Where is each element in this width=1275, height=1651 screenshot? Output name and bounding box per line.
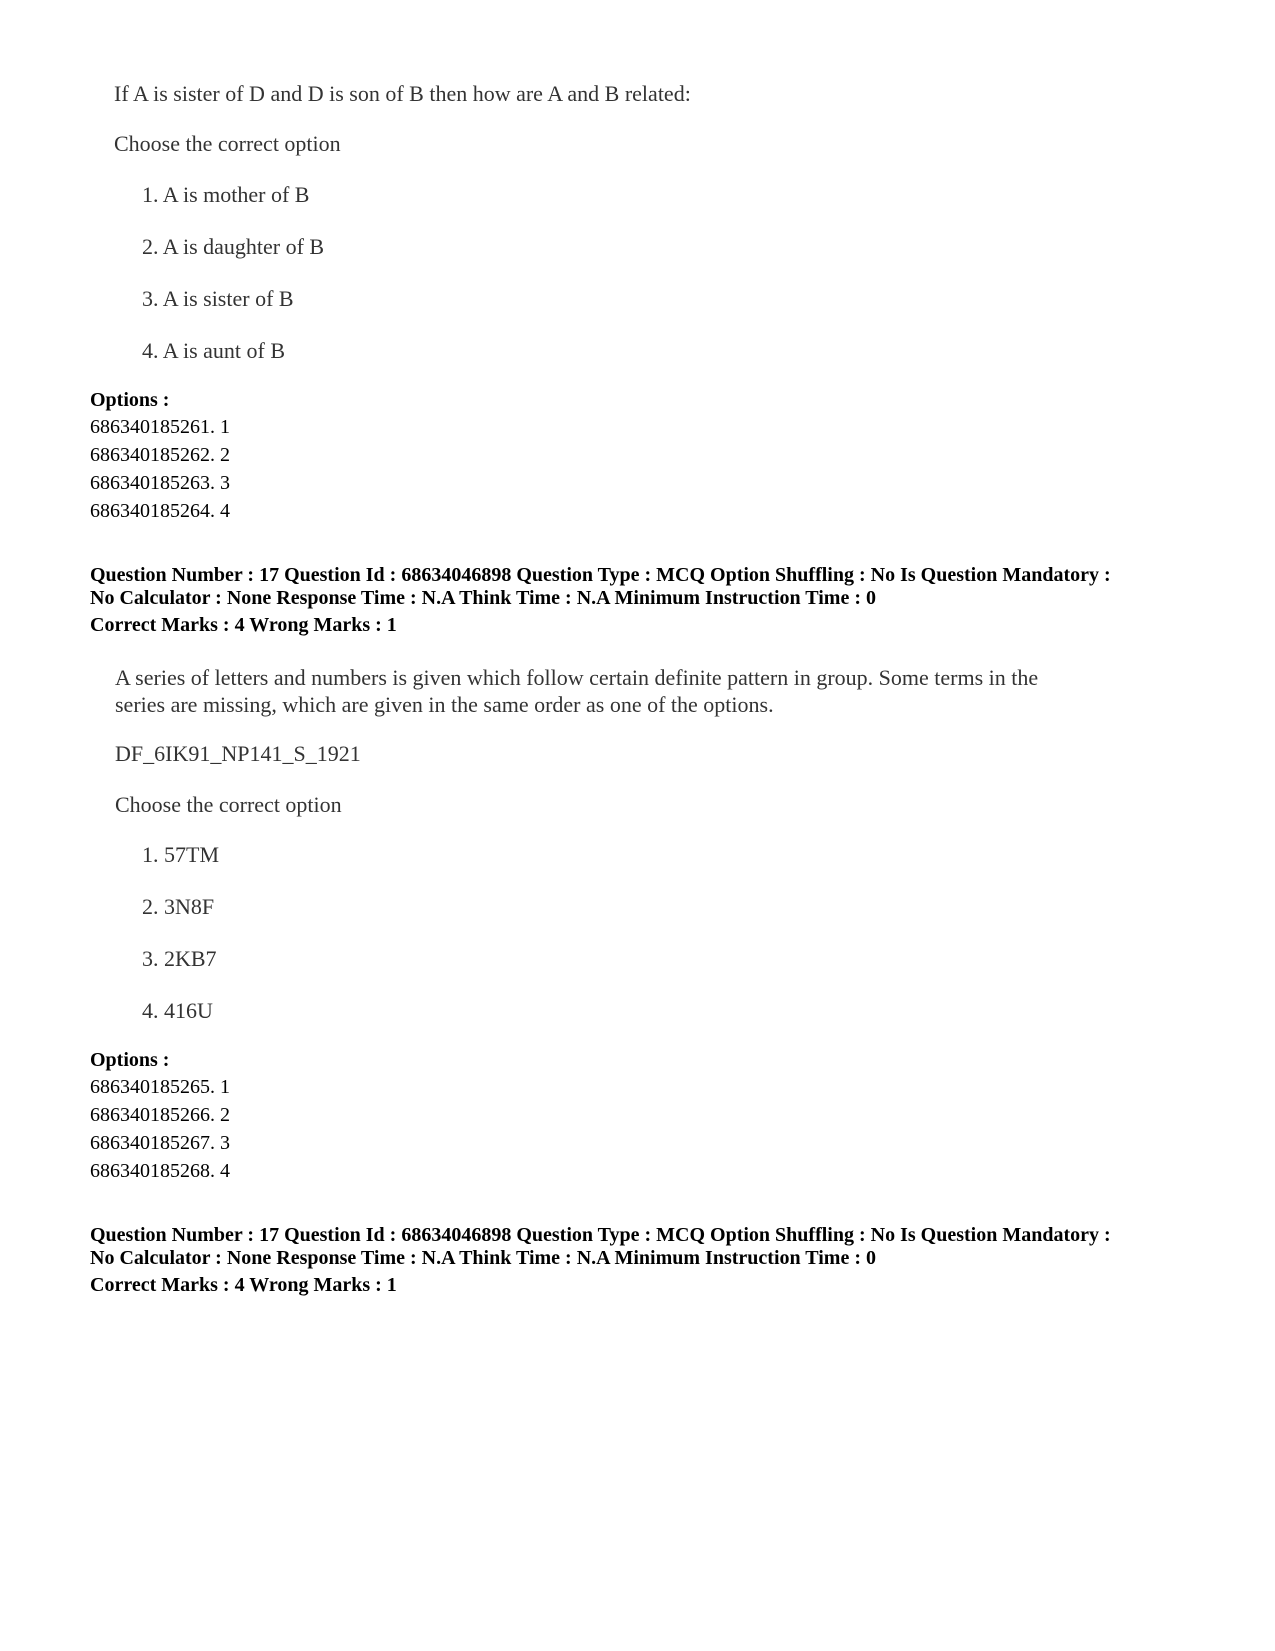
q16-choice-1: 1. A is mother of B xyxy=(142,182,310,207)
q-next-meta-line2: No Calculator : None Response Time : N.A Think Time : N.A Minimum Instruction Time : 0 xyxy=(90,1247,876,1269)
q17-marks: Correct Marks : 4 Wrong Marks : 1 xyxy=(90,614,397,636)
q17-option-4: 686340185268. 4 xyxy=(90,1160,230,1182)
q17-choice-4: 4. 416U xyxy=(142,998,213,1023)
q16-option-4: 686340185264. 4 xyxy=(90,500,230,522)
q17-meta-line1: Question Number : 17 Question Id : 68634046898 Question Type : MCQ Option Shuffling : No Is Question Mandatory : xyxy=(90,564,1111,586)
q17-choice-3: 3. 2KB7 xyxy=(142,946,217,971)
q16-stem: If A is sister of D and D is son of B then how are A and B related: xyxy=(114,81,691,106)
q16-prompt: Choose the correct option xyxy=(114,131,341,156)
q17-meta-line2: No Calculator : None Response Time : N.A Think Time : N.A Minimum Instruction Time : 0 xyxy=(90,587,876,609)
q16-option-2: 686340185262. 2 xyxy=(90,444,230,466)
q17-prompt: Choose the correct option xyxy=(115,792,342,817)
q17-choice-2: 2. 3N8F xyxy=(142,894,215,919)
q16-choice-4: 4. A is aunt of B xyxy=(142,338,286,363)
q16-choice-3: 3. A is sister of B xyxy=(142,286,294,311)
q16-option-1: 686340185261. 1 xyxy=(90,416,230,438)
q17-option-2: 686340185266. 2 xyxy=(90,1104,230,1126)
q16-choice-2: 2. A is daughter of B xyxy=(142,234,325,259)
q-next-marks: Correct Marks : 4 Wrong Marks : 1 xyxy=(90,1274,397,1296)
q17-options-heading: Options : xyxy=(90,1049,170,1071)
q17-stem-line1: A series of letters and numbers is given which follow certain definite pattern in group. Some terms in the xyxy=(115,665,1039,690)
q17-choice-1: 1. 57TM xyxy=(142,842,219,867)
q17-option-1: 686340185265. 1 xyxy=(90,1076,230,1098)
q17-option-3: 686340185267. 3 xyxy=(90,1132,230,1154)
q16-option-3: 686340185263. 3 xyxy=(90,472,230,494)
q-next-meta-line1: Question Number : 17 Question Id : 68634046898 Question Type : MCQ Option Shuffling : No Is Question Mandatory : xyxy=(90,1224,1111,1246)
q17-series: DF_6IK91_NP141_S_1921 xyxy=(115,741,361,766)
q16-options-heading: Options : xyxy=(90,389,170,411)
q17-stem-line2: series are missing, which are given in the same order as one of the options. xyxy=(115,692,774,717)
